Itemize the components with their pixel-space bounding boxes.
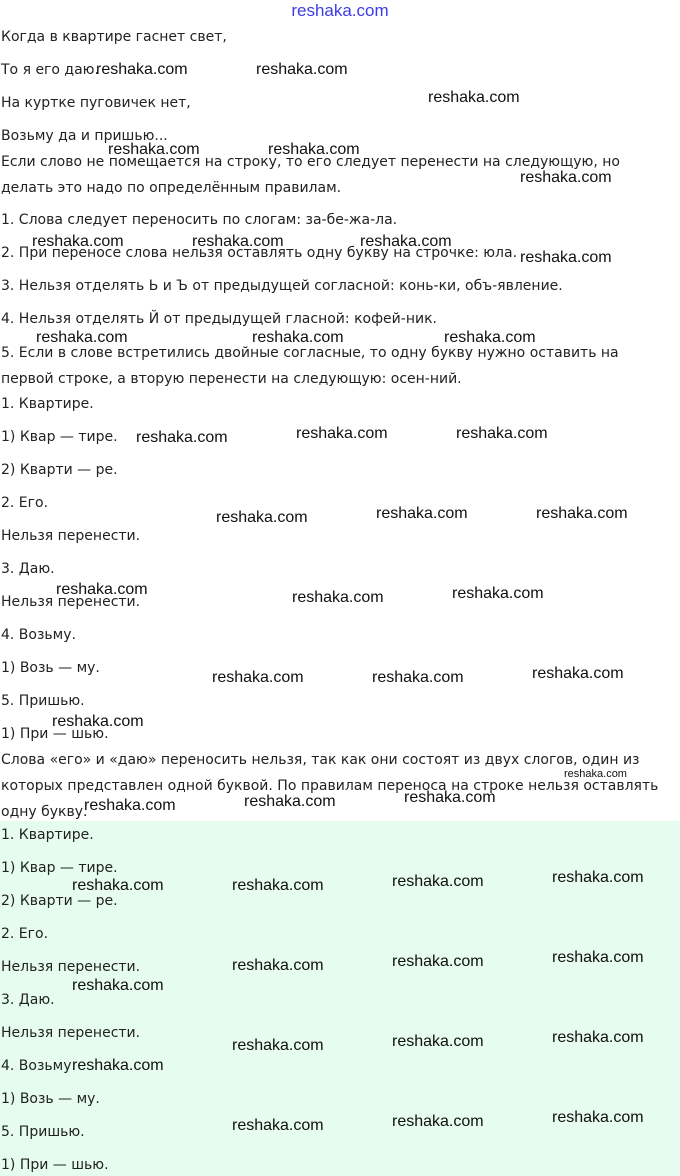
watermark: reshaka.com bbox=[268, 141, 360, 158]
boxed-answer-line: Нельзя перенести. bbox=[1, 1025, 141, 1041]
boxed-answer-line: 5. Пришью. bbox=[1, 1124, 85, 1140]
watermark: reshaka.com bbox=[72, 877, 164, 894]
watermark: reshaka.com bbox=[232, 1037, 324, 1054]
boxed-answer-line: 3. Даю. bbox=[1, 992, 55, 1008]
answer-line: 2) Кварти — ре. bbox=[1, 462, 118, 478]
rules-intro-line: Если слово не помещается на строку, то его следует перенести на следующую, но bbox=[1, 154, 620, 170]
watermark: reshaka.com bbox=[392, 1033, 484, 1050]
boxed-answer-line: 1. Квартире. bbox=[1, 827, 94, 843]
watermark: reshaka.com bbox=[52, 713, 144, 730]
watermark: reshaka.com bbox=[292, 589, 384, 606]
watermark: reshaka.com bbox=[536, 505, 628, 522]
watermark: reshaka.com bbox=[552, 1109, 644, 1126]
poem-line: То я его даю. bbox=[1, 62, 99, 78]
rule-item: 5. Если в слове встретились двойные согласные, то одну букву нужно оставить на bbox=[1, 345, 619, 361]
watermark: reshaka.com bbox=[32, 233, 124, 250]
rule-item: 2. При переносе слова нельзя оставлять одну букву на строчке: юла. bbox=[1, 245, 518, 261]
watermark: reshaka.com bbox=[372, 669, 464, 686]
watermark: reshaka.com bbox=[72, 1057, 164, 1074]
watermark: reshaka.com bbox=[96, 61, 188, 78]
watermark: reshaka.com bbox=[256, 61, 348, 78]
boxed-answer-line: 2. Его. bbox=[1, 926, 49, 942]
answer-line: 1) Возь — му. bbox=[1, 660, 100, 676]
watermark: reshaka.com bbox=[232, 877, 324, 894]
watermark: reshaka.com bbox=[392, 953, 484, 970]
rule-item: первой строке, а вторую перенести на следующую: осен-ний. bbox=[1, 371, 462, 387]
watermark: reshaka.com bbox=[296, 425, 388, 442]
explanation-line: которых представлен одной буквой. По правилам переноса на строке нельзя оставлять bbox=[1, 778, 659, 794]
watermark: reshaka.com bbox=[428, 89, 520, 106]
watermark: reshaka.com bbox=[532, 665, 624, 682]
answer-line: 1) Квар — тире. bbox=[1, 429, 118, 445]
rule-item: 3. Нельзя отделять Ь и Ъ от предыдущей согласной: конь-ки, объ-явление. bbox=[1, 278, 563, 294]
watermark: reshaka.com bbox=[552, 949, 644, 966]
watermark: reshaka.com bbox=[444, 329, 536, 346]
rule-item: 4. Нельзя отделять Й от предыдущей гласной: кофей-ник. bbox=[1, 311, 437, 327]
watermark: reshaka.com bbox=[216, 509, 308, 526]
watermark: reshaka.com bbox=[192, 233, 284, 250]
answer-line: 2. Его. bbox=[1, 495, 49, 511]
watermark: reshaka.com bbox=[212, 669, 304, 686]
answer-line: 1. Квартире. bbox=[1, 396, 94, 412]
site-watermark-header: reshaka.com bbox=[291, 1, 389, 20]
watermark: reshaka.com bbox=[72, 977, 164, 994]
answer-line: Нельзя перенести. bbox=[1, 528, 141, 544]
boxed-answer-line: 1) При — шью. bbox=[1, 1157, 109, 1173]
answer-line: 5. Пришью. bbox=[1, 693, 85, 709]
poem-line: На куртке пуговичек нет, bbox=[1, 95, 191, 111]
explanation-line: одну букву. bbox=[1, 804, 88, 820]
watermark: reshaka.com bbox=[552, 869, 644, 886]
watermark: reshaka.com bbox=[520, 249, 612, 266]
watermark: reshaka.com bbox=[136, 429, 228, 446]
boxed-answer-line: 1) Возь — му. bbox=[1, 1091, 100, 1107]
answer-line: Нельзя перенести. bbox=[1, 594, 141, 610]
watermark: reshaka.com bbox=[244, 793, 336, 810]
boxed-answer-line: Нельзя перенести. bbox=[1, 959, 141, 975]
boxed-answer-line: 1) Квар — тире. bbox=[1, 860, 118, 876]
answer-line: 4. Возьму. bbox=[1, 627, 76, 643]
watermark: reshaka.com bbox=[520, 169, 612, 186]
watermark: reshaka.com bbox=[232, 957, 324, 974]
watermark: reshaka.com bbox=[376, 505, 468, 522]
boxed-answer-line: 4. Возьму. bbox=[1, 1058, 76, 1074]
watermark: reshaka.com bbox=[84, 797, 176, 814]
watermark: reshaka.com bbox=[108, 141, 200, 158]
watermark: reshaka.com bbox=[232, 1117, 324, 1134]
poem-line: Возьму да и пришью... bbox=[1, 128, 168, 144]
watermark: reshaka.com bbox=[360, 233, 452, 250]
poem-line: Когда в квартире гаснет свет, bbox=[1, 29, 227, 45]
watermark: reshaka.com bbox=[456, 425, 548, 442]
explanation-line: Слова «его» и «даю» переносить нельзя, так как они состоят из двух слогов, один из bbox=[1, 752, 640, 768]
answer-line: 1) При — шью. bbox=[1, 726, 109, 742]
answer-line: 3. Даю. bbox=[1, 561, 55, 577]
watermark: reshaka.com bbox=[552, 1029, 644, 1046]
rule-item: 1. Слова следует переносить по слогам: за-бе-жа-ла. bbox=[1, 212, 398, 228]
watermark: reshaka.com bbox=[36, 329, 128, 346]
watermark: reshaka.com bbox=[392, 873, 484, 890]
watermark: reshaka.com bbox=[252, 329, 344, 346]
watermark: reshaka.com bbox=[56, 581, 148, 598]
watermark: reshaka.com bbox=[452, 585, 544, 602]
rules-intro-line: делать это надо по определённым правилам. bbox=[1, 180, 342, 196]
watermark: reshaka.com bbox=[564, 768, 627, 780]
boxed-answer-line: 2) Кварти — ре. bbox=[1, 893, 118, 909]
watermark: reshaka.com bbox=[404, 789, 496, 806]
watermark: reshaka.com bbox=[392, 1113, 484, 1130]
